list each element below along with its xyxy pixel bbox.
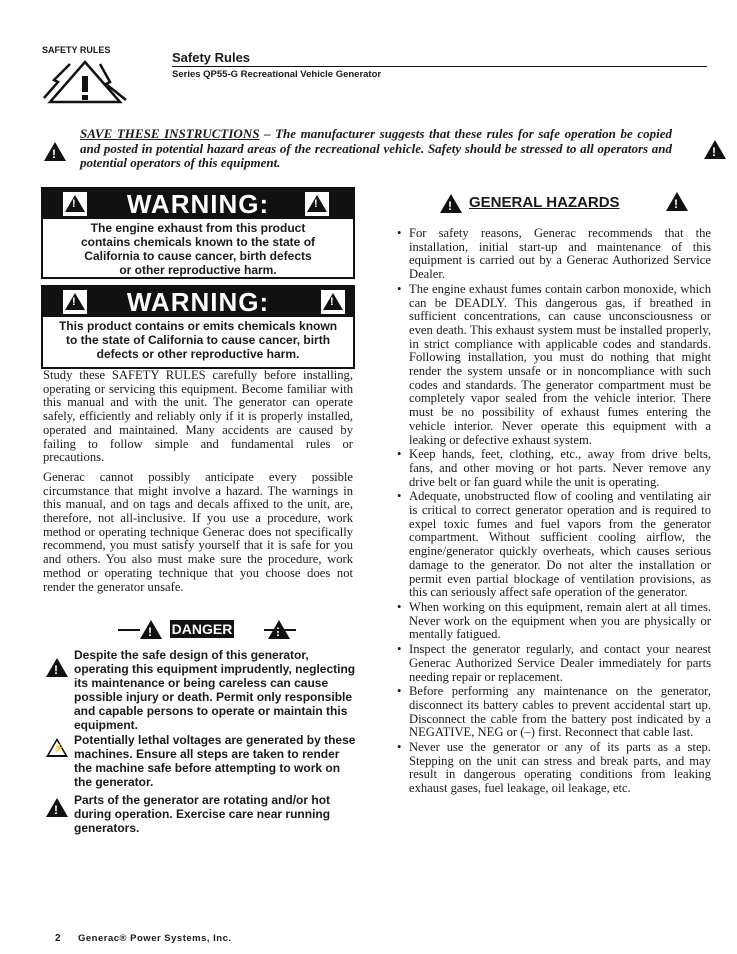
general-hazards-list [395,227,711,796]
hazard-item: • For safety reasons, Generac recommends that the installation, initial start-up and maintenance of this equipment is carried out by a Generac Authorized Service Dealer. [395,227,711,282]
hazard-item: • The engine exhaust fumes contain carbon monoxide, which can be DEADLY. This dangerous gas, if breathed in sufficient concentrations, can cause unconsciousness or even death. This exhaust system must be installed properly, in strict compliance with applicable codes and standards. Following installation, you must do nothing that might render the system unsafe or in noncompliance with such codes and standards. The generator compartment must be completely vapor sealed from the vehicle interior. There must be no possibility of exhaust fumes entering the vehicle interior. Never operate this equipment with a leaking or defective exhaust system. [395,283,711,447]
general-hazards-heading [440,192,680,214]
page-number: 2 [55,933,61,944]
danger-item-text: Despite the safe design of this generator, operating this equipment imprudently, neglecting its maintenance or being careless can cause possible injury or death. Permit only responsible and capable persons to operate or maintain this equipment. [74,648,356,732]
hazard-item: • Keep hands, feet, clothing, etc., away from drive belts, fans, and other moving or hot parts. Never remove any drive belt or fan guard while the unit is operating. [395,448,711,489]
body-paragraph: Generac cannot possibly anticipate every possible circumstance that might involve a hazard. The warnings in this manual, and on tags and decals affixed to the unit, are, therefore, not all-inclusive. If you use a procedure, work method or operating technique Generac does not specifically recommend, you must satisfy yourself that it is safe for you and others. You also must make sure the procedure, work method or operating technique that you choose does not render the generator unsafe. [43,469,353,594]
warning-triangle-icon [44,142,66,161]
general-hazards-list-wrap [395,227,711,797]
warning-box-chemicals [41,285,355,369]
rule-left [118,629,140,631]
page-subtitle: Series QP55-G Recreational Vehicle Generator [172,69,382,80]
hazard-item: • Before performing any maintenance on the generator, disconnect its battery cables to prevent accidental start up. Disconnect the cable from the battery post indicated by a NEGATIVE, NEG or (–) first. Reconnect that cable last. [395,685,711,740]
hazard-item: • When working on this equipment, remain alert at all times. Never work on the equipment when you are physically or mentally fatigued. [395,601,711,642]
warning-triangle-icon [46,658,68,677]
warning-bar [43,287,353,317]
warning-box-exhaust [41,187,355,279]
header-rule [172,66,707,67]
warning-icon [321,290,345,314]
warning-triangle-icon [46,798,68,817]
warning-triangle-icon [140,620,162,639]
danger-label: DANGER [171,621,233,637]
warning-title: WARNING: [126,189,270,219]
warning-triangle-icon [440,194,462,213]
rule-right [264,629,296,631]
danger-item [46,733,358,789]
hazard-item: • Adequate, unobstructed flow of cooling and ventilating air is critical to correct generator operation and is required to expel toxic fumes and fuel vapors from the generator compartment. Without sufficient cooling airflow, the engine/generator quickly overheats, which causes serious damage to the generator. Do not alter the installation or permit even partial blockage of ventilation provisions, as this can seriously affect safe operation of the generator. [395,490,711,600]
warning-triangle-icon [704,140,726,159]
warning-icon [305,192,329,216]
danger-header [118,620,298,640]
general-hazards-title: GENERAL HAZARDS [469,194,620,211]
hazard-item: • Never use the generator or any of its parts as a step. Stepping on the unit can stress and break parts, and may result in dangerous operating conditions from leaking exhaust gases, fuel leakage, oil leakage, etc. [395,741,711,796]
warning-bar [43,189,353,219]
warning-triangle-icon [666,192,688,211]
section-corner-label: SAFETY RULES [42,45,111,55]
intro-body [43,369,353,600]
danger-item-text: Potentially lethal voltages are generated by these machines. Ensure all steps are taken to render the machine safe before attempting to work on the generator. [74,733,356,789]
intro-lead: SAVE THESE INSTRUCTIONS [80,126,260,141]
danger-item-text: Parts of the generator are rotating and/or hot during operation. Exercise care near running generators. [74,793,331,835]
hazard-item: • Inspect the generator regularly, and contact your nearest Generac Authorized Service Dealer immediately for parts needing repair or replacement. [395,643,711,684]
lightning-warning-icon [40,58,130,104]
danger-item [46,648,358,732]
warning-text: The engine exhaust from this product contains chemicals known to the state of California to cause cancer, birth defects or other reproductive harm. [80,221,316,277]
high-voltage-icon [46,738,68,757]
intro-paragraph [80,127,672,171]
footer-company: Generac® Power Systems, Inc. [78,933,232,944]
warning-title: WARNING: [126,287,270,317]
body-paragraph: Study these SAFETY RULES carefully before installing, operating or servicing this equipment. Become familiar with this manual and with the unit. The generator can operate safely, efficiently and reliably only if it is properly installed, operated and maintained. Many accidents are caused by failing to follow simple and fundamental rules or precautions. [43,368,353,465]
danger-item [46,793,358,835]
intro-text: – The manufacturer suggests that these rules for safe operation be copied and posted in potential hazard areas of the recreational vehicle. Safety should be stressed to all operators and potential operators of this equipment. [80,126,672,171]
warning-text: This product contains or emits chemicals known to the state of California to cause cancer, birth defects or other reproductive harm. [58,319,338,361]
page-title: Safety Rules [172,50,251,65]
